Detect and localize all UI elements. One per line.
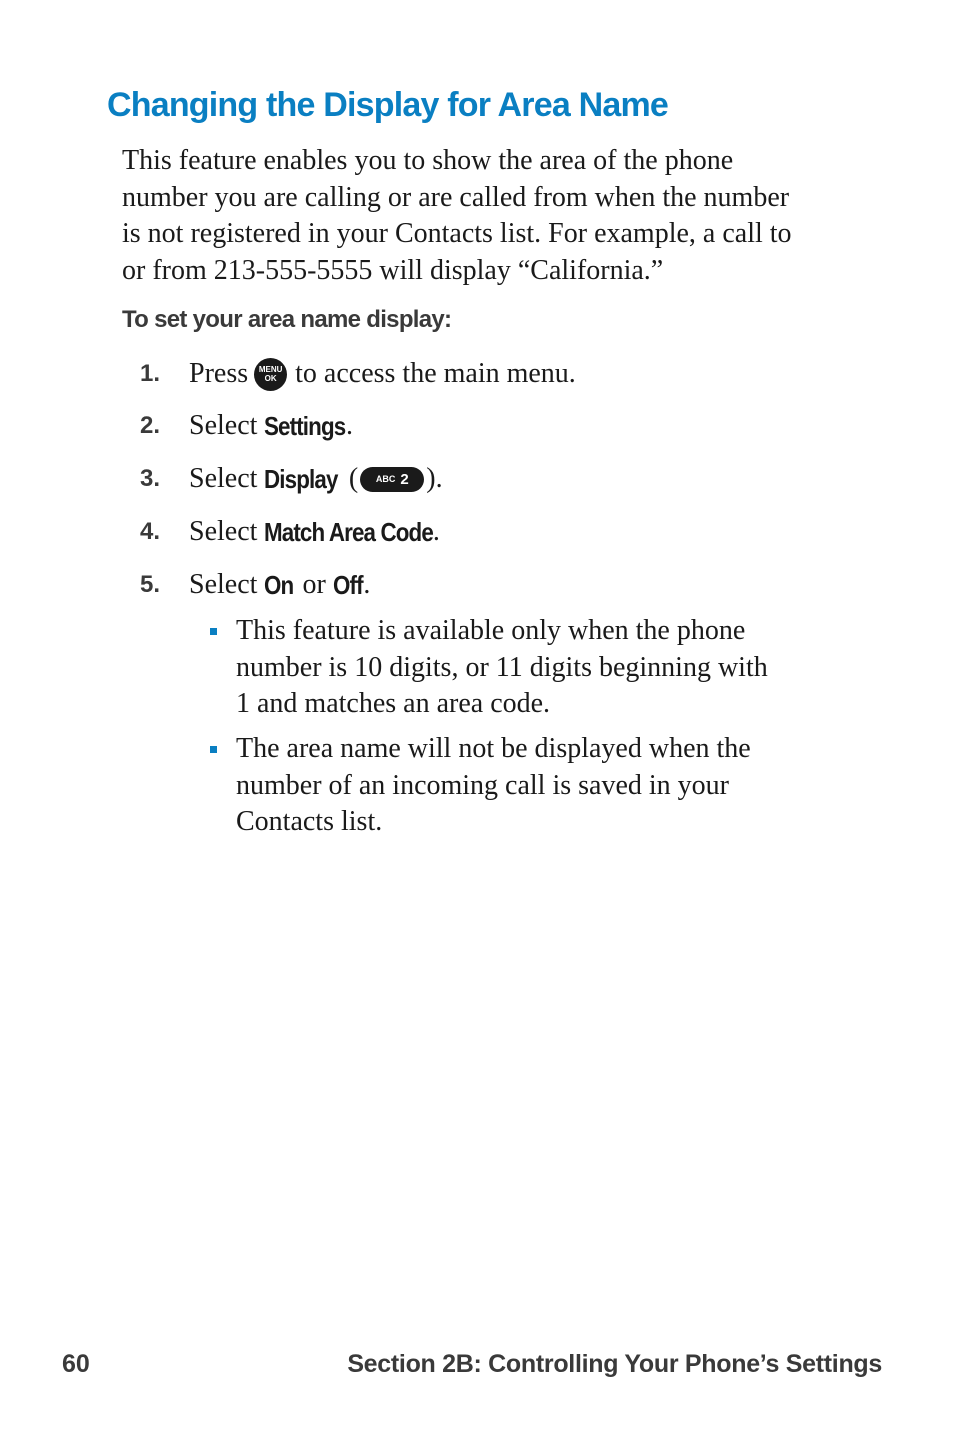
step-number: 2. — [140, 412, 161, 439]
page-number: 60 — [62, 1350, 90, 1378]
bullet-square-icon — [210, 628, 217, 635]
step-prefix: Select — [189, 569, 258, 600]
menu-keyword-off: Off — [332, 569, 363, 600]
abc2-key-icon — [360, 467, 424, 492]
step-text — [189, 358, 576, 391]
menu-keyword-on: On — [264, 569, 294, 600]
bullet-text — [236, 613, 768, 723]
procedure-subheading: To set your area name display: — [122, 306, 452, 333]
close-paren: ). — [426, 463, 443, 494]
abc-key-label: ABC — [375, 474, 396, 484]
step-1 — [140, 354, 576, 394]
step-5 — [140, 565, 370, 605]
bullet-line: Contacts list. — [236, 806, 383, 837]
step-suffix: to access the main menu. — [295, 358, 576, 389]
bullet-line: 1 and matches an area code. — [236, 688, 551, 719]
open-paren: ( — [348, 463, 359, 494]
note-bullet-2 — [210, 731, 850, 841]
menu-keyword-display: Display — [264, 463, 338, 494]
step-number: 3. — [140, 465, 161, 492]
step-4 — [140, 512, 440, 552]
intro-line: is not registered in your Contacts list. For example, a call to — [122, 218, 792, 249]
step-text — [189, 516, 440, 548]
step-number: 1. — [140, 360, 161, 387]
step-or: or — [302, 569, 326, 600]
step-suffix: . — [363, 569, 371, 600]
intro-line: This feature enables you to show the area of the phone — [122, 145, 734, 176]
ok-key-label: OK — [264, 374, 277, 383]
abc-key-digit: 2 — [400, 470, 409, 488]
menu-keyword-match-area-code: Match Area Code — [264, 516, 434, 547]
intro-paragraph — [122, 143, 872, 289]
step-prefix: Press — [189, 358, 249, 389]
bullet-square-icon — [210, 746, 217, 753]
step-suffix: . — [432, 516, 440, 547]
step-prefix: Select — [189, 410, 258, 441]
section-title: Section 2B: Controlling Your Phone’s Settings — [347, 1350, 882, 1378]
menu-key-label: MENU — [258, 365, 283, 374]
bullet-line: The area name will not be displayed when the — [236, 733, 751, 764]
menu-ok-key-icon — [254, 358, 287, 391]
bullet-text — [236, 731, 751, 841]
bullet-line: number is 10 digits, or 11 digits beginning with — [236, 651, 768, 683]
intro-line: or from 213-555-5555 will display “California.” — [122, 254, 664, 286]
page-heading: Changing the Display for Area Name — [107, 86, 668, 124]
step-text — [189, 410, 353, 442]
step-number: 5. — [140, 571, 161, 598]
bullet-line: This feature is available only when the phone — [236, 615, 746, 646]
step-text — [189, 569, 370, 601]
step-text — [189, 463, 443, 495]
step-number: 4. — [140, 518, 161, 545]
note-bullet-1 — [210, 613, 850, 723]
step-suffix: . — [346, 410, 353, 441]
step-prefix: Select — [189, 516, 258, 547]
menu-keyword-settings: Settings — [264, 410, 346, 441]
bullet-line: number of an incoming call is saved in your — [236, 769, 729, 801]
intro-line: number you are calling or are called from when the number — [122, 181, 790, 213]
step-2 — [140, 406, 353, 446]
step-3 — [140, 459, 443, 499]
step-prefix: Select — [189, 463, 258, 494]
